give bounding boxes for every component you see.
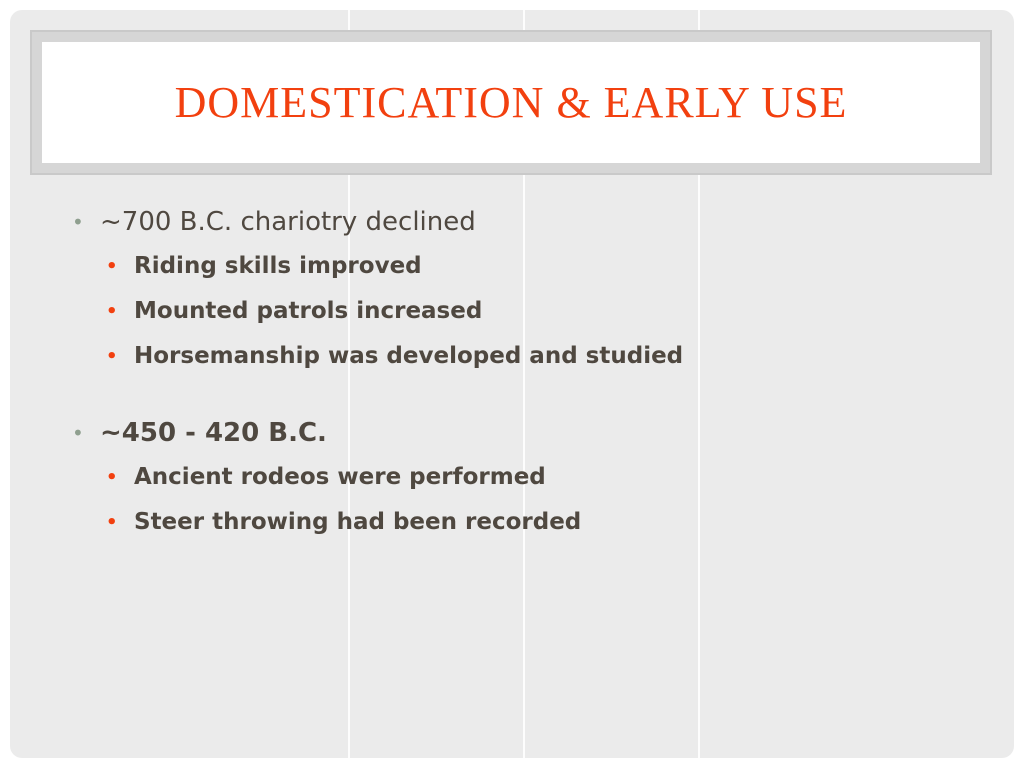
bullet-icon: • — [72, 421, 84, 445]
bullet-level2 — [106, 455, 972, 500]
bullet-icon: • — [106, 467, 118, 488]
bullet-level2 — [106, 500, 972, 545]
slide-content — [72, 200, 972, 577]
bullet-group — [72, 411, 972, 545]
bullet-level2 — [106, 334, 972, 379]
bullet-group — [72, 200, 972, 379]
bullet-text: ~700 B.C. chariotry declined — [100, 207, 476, 237]
bullet-icon: • — [72, 210, 84, 234]
bullet-text: Riding skills improved — [134, 253, 422, 279]
title-box — [42, 42, 980, 163]
bullet-icon: • — [106, 512, 118, 533]
bullet-icon: • — [106, 301, 118, 322]
bullet-text: Horsemanship was developed and studied — [134, 343, 684, 369]
bullet-level1 — [72, 411, 972, 455]
bullet-icon: • — [106, 346, 118, 367]
slide — [10, 10, 1014, 758]
bullet-level2 — [106, 289, 972, 334]
bullet-text: Mounted patrols increased — [134, 298, 483, 324]
bullet-level2 — [106, 244, 972, 289]
slide-title: DOMESTICATION & EARLY USE — [174, 78, 848, 127]
bullet-text: Steer throwing had been recorded — [134, 509, 582, 535]
bullet-icon: • — [106, 256, 118, 277]
title-frame — [30, 30, 992, 175]
bullet-text: Ancient rodeos were performed — [134, 464, 546, 490]
bullet-level1 — [72, 200, 972, 244]
bullet-text: ~450 - 420 B.C. — [100, 418, 327, 448]
